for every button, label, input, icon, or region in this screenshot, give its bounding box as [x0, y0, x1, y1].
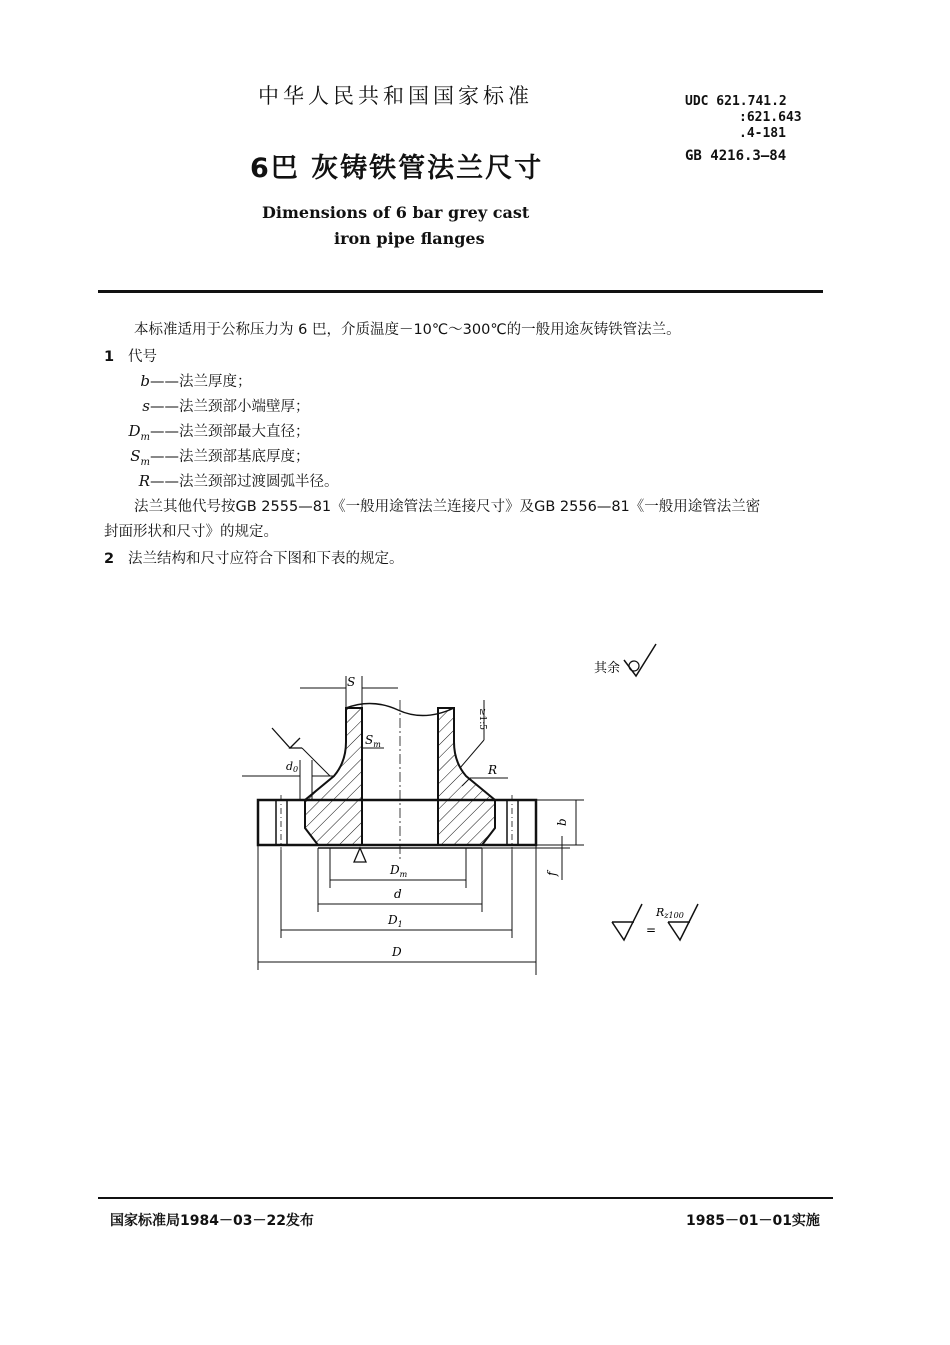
symbol-name: R — [138, 472, 150, 490]
udc-line2: :621.643 — [739, 110, 802, 125]
title-english-line2: iron pipe flanges — [334, 229, 485, 248]
label-d1: $D_1$ — [388, 913, 403, 929]
footer-rule — [98, 1197, 833, 1199]
title-english-line1: Dimensions of 6 bar grey cast — [262, 203, 530, 222]
symbol-name: $S_m$ — [130, 447, 150, 468]
symbol-desc: ——法兰厚度； — [150, 374, 252, 390]
label-f: f — [545, 871, 559, 876]
section-2-text: 法兰结构和尺寸应符合下图和下表的规定。 — [128, 551, 404, 567]
standard-org: 中华人民共和国国家标准 — [258, 84, 533, 108]
roughness-label: Rz100 — [656, 906, 684, 920]
roughness-equals: = — [646, 923, 657, 937]
label-s: S — [347, 675, 356, 689]
label-sm: $S_m$ — [365, 733, 381, 749]
symbol-desc: ——法兰颈部最大直径； — [150, 424, 310, 440]
issued-date: 国家标准局1984－03－22发布 — [110, 1213, 314, 1229]
label-d: d — [394, 887, 402, 901]
intro-paragraph: 本标准适用于公称压力为 6 巴，介质温度－10℃～300℃的一般用途灰铸铁管法兰。 — [134, 322, 681, 338]
label-dd: D — [392, 945, 402, 959]
symbol-name: b — [140, 372, 150, 390]
label-rest: 其余 — [594, 661, 621, 676]
gb-number: GB 4216.3—84 — [685, 148, 787, 164]
section-2-number: 2 — [104, 551, 115, 567]
label-dm: $D_m$ — [390, 863, 408, 879]
udc-line3: .4-181 — [739, 126, 786, 141]
label-b: b — [555, 818, 569, 826]
symbol-name: $D_m$ — [128, 422, 150, 443]
bolt-hole-left — [276, 800, 287, 845]
surface-finish-mark-left — [272, 728, 302, 748]
roughness-rest-icon — [624, 644, 656, 676]
symbol-name: s — [142, 397, 150, 415]
roughness-rz-icon — [668, 904, 698, 940]
label-d0: d0 — [286, 760, 299, 774]
symbol-desc: ——法兰颈部小端壁厚； — [150, 399, 310, 415]
other-codes-line1: 法兰其他代号按GB 2555—81《一般用途管法兰连接尺寸》及GB 2556—81《一般用途管法兰密 — [134, 499, 761, 515]
udc-line1: UDC 621.741.2 — [685, 94, 787, 109]
bolt-hole-right — [507, 800, 518, 845]
title-chinese: 6巴 灰铸铁管法兰尺寸 — [250, 153, 544, 184]
label-r: R — [488, 763, 498, 777]
effective-date: 1985－01－01实施 — [686, 1213, 820, 1229]
section-1-number: 1 — [104, 349, 115, 365]
symbol-desc: ——法兰颈部过渡圆弧半径。 — [150, 474, 339, 490]
raised-face-mark — [354, 848, 366, 862]
section-1-title: 代号 — [128, 349, 157, 365]
symbol-desc: ——法兰颈部基底厚度； — [150, 449, 310, 465]
label-taper: ≥1:5 — [477, 708, 487, 731]
roughness-symbol-icon — [612, 904, 642, 940]
other-codes-line2: 封面形状和尺寸》的规定。 — [104, 524, 278, 540]
